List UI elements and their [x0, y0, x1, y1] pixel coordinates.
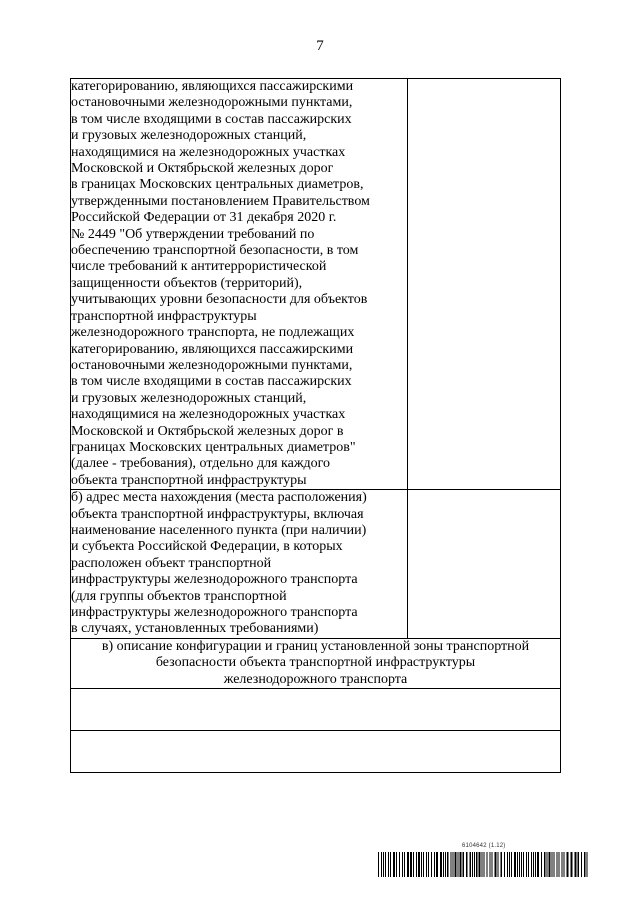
barcode-bar	[537, 852, 539, 877]
section-b-line: в случаях, установленных требованиями)	[71, 621, 319, 637]
barcode-bar	[528, 852, 529, 877]
section-a-line: числе требований к антитеррористической	[71, 259, 327, 275]
section-a-line: остановочными железнодорожными пунктами,	[71, 357, 353, 373]
barcode-bar	[402, 852, 403, 877]
section-a-line: Московской и Октябрьской железных дорог	[71, 161, 334, 177]
section-a-line: границах Московских центральных диаметров"	[71, 439, 356, 455]
barcode-bar	[564, 852, 565, 877]
barcode-bar	[423, 852, 424, 877]
section-a-line: (далее - требования), отдельно для каждого	[71, 456, 331, 472]
barcode-bar	[526, 852, 527, 877]
section-a-line: находящимися на железнодорожных участках	[71, 144, 346, 160]
table-row-section-c	[71, 638, 561, 688]
barcode-bar	[460, 852, 462, 877]
section-b-line: инфраструктуры железнодорожного транспорта	[71, 605, 358, 620]
barcode-bar	[443, 852, 444, 877]
section-b-line: инфраструктуры железнодорожного транспорта	[71, 572, 358, 588]
barcode-bar	[479, 852, 481, 877]
barcode-bar	[484, 852, 485, 877]
barcode-bar	[404, 852, 405, 877]
section-a-line: Российской Федерации от 31 декабря 2020 г.	[71, 210, 337, 226]
barcode-bar	[472, 852, 473, 877]
barcode-bar	[410, 852, 412, 877]
barcode-bar	[385, 852, 386, 877]
section-b-line: и субъекта Российской Федерации, в которых	[71, 539, 343, 555]
table-row-section-b	[71, 490, 561, 639]
barcode-bar	[495, 852, 497, 877]
barcode-bar	[474, 852, 475, 877]
barcode-bar	[487, 852, 488, 877]
section-a-line: находящимися на железнодорожных участках	[71, 407, 346, 423]
barcode-bar	[399, 852, 400, 877]
barcode-bar	[455, 852, 457, 877]
barcode-bar	[587, 852, 588, 877]
barcode	[378, 852, 590, 877]
barcode-bar	[447, 852, 449, 877]
section-c-line: железнодорожного транспорта	[223, 671, 408, 687]
section-a-line: категорированию, являющихся пассажирскими	[71, 341, 354, 357]
barcode-bar	[523, 852, 524, 877]
barcode-bar	[567, 852, 569, 877]
section-a-line: транспортной инфраструктуры	[71, 308, 257, 324]
barcode-bar	[378, 852, 379, 877]
barcode-bar	[498, 852, 499, 877]
section-a-line: защищенности объектов (территорий),	[71, 275, 303, 291]
barcode-bar	[418, 852, 420, 877]
barcode-bar	[571, 852, 573, 877]
section-a-value-cell	[408, 79, 561, 490]
barcode-bar	[421, 852, 422, 877]
section-b-line: объекта транспортной инфраструктуры, включая	[71, 506, 364, 522]
barcode-bar	[445, 852, 446, 877]
section-a-line: железнодорожного транспорта, не подлежащих	[71, 325, 355, 341]
barcode-bar	[431, 852, 432, 877]
section-b-line: расположен объект транспортной	[71, 555, 272, 571]
barcode-bar	[490, 852, 491, 877]
barcode-bar	[514, 852, 516, 877]
form-code: 6104642 (1.12)	[462, 843, 506, 849]
barcode-bar	[504, 852, 505, 877]
section-a-line: № 2449 "Об утверждении требований по	[71, 226, 315, 242]
barcode-bar	[557, 852, 558, 877]
barcode-bar	[440, 852, 442, 877]
section-a-line: и грузовых железнодорожных станций,	[71, 128, 307, 144]
table-row-empty	[71, 731, 561, 773]
page-number: 7	[316, 38, 324, 54]
barcode-bar	[458, 852, 459, 877]
section-b-value-cell	[408, 490, 561, 639]
barcode-bar	[519, 852, 520, 877]
barcode-bar	[407, 852, 409, 877]
barcode-bar	[413, 852, 414, 877]
barcode-bar	[581, 852, 582, 877]
barcode-bar	[549, 852, 551, 877]
section-a-text-cell	[71, 79, 408, 490]
barcode-bar	[451, 852, 452, 877]
barcode-bar	[544, 852, 546, 877]
barcode-bar	[559, 852, 560, 877]
barcode-bar	[434, 852, 435, 877]
section-a-line: Московской и Октябрьской железных дорог в	[71, 423, 344, 439]
section-a-line: в границах Московских центральных диаметров,	[71, 177, 364, 193]
barcode-bar	[547, 852, 548, 877]
barcode-bar	[531, 852, 532, 877]
barcode-bar	[388, 852, 389, 877]
section-a-line: учитывающих уровни безопасности для объектов	[71, 292, 368, 308]
barcode-bar	[578, 852, 580, 877]
barcode-bar	[470, 852, 472, 877]
table-row-section-a	[71, 79, 561, 490]
section-b-line: (для группы объектов транспортной	[71, 588, 287, 604]
barcode-bar	[521, 852, 522, 877]
section-c-line: в) описание конфигурации и границ установленной зоны транспортной	[101, 638, 530, 654]
barcode-bar	[575, 852, 577, 877]
table-row-empty	[71, 689, 561, 731]
barcode-bar	[428, 852, 429, 877]
barcode-bar	[535, 852, 536, 877]
barcode-bar	[383, 852, 384, 877]
barcode-bar	[381, 852, 382, 877]
barcode-bar	[476, 852, 478, 877]
barcode-bar	[436, 852, 438, 877]
barcode-bar	[492, 852, 493, 877]
barcode-bar	[507, 852, 508, 877]
barcode-bar	[393, 852, 395, 877]
section-a-line: утвержденными постановлением Правительством	[71, 193, 370, 209]
barcode-bar	[541, 852, 542, 877]
section-a-line: объекта транспортной инфраструктуры	[71, 472, 307, 488]
section-b-text-cell	[71, 490, 408, 639]
section-a-line: в том числе входящими в состав пассажирских	[71, 111, 352, 127]
barcode-bar	[466, 852, 468, 877]
barcode-bar	[463, 852, 465, 877]
barcode-bar	[509, 852, 510, 877]
barcode-bar	[517, 852, 518, 877]
barcode-bar	[390, 852, 391, 877]
barcode-bar	[552, 852, 553, 877]
barcode-bar	[501, 852, 503, 877]
barcode-bar	[426, 852, 427, 877]
section-a-line: обеспечению транспортной безопасности, в том	[71, 243, 359, 259]
section-a-line: в том числе входящими в состав пассажирских	[71, 374, 352, 390]
form-table	[70, 78, 561, 773]
section-c-heading-cell	[71, 638, 561, 688]
section-a-line: и грузовых железнодорожных станций,	[71, 390, 307, 406]
section-b-line: наименование населенного пункта (при наличии)	[71, 522, 367, 538]
barcode-bar	[482, 852, 483, 877]
empty-entry-cell	[71, 689, 561, 731]
section-c-line: безопасности объекта транспортной инфраструктуры	[155, 655, 476, 671]
section-a-line: категорированию, являющихся пассажирскими	[71, 79, 354, 94]
barcode-bar	[584, 852, 586, 877]
section-b-line: б) адрес места нахождения (места расположения)	[71, 490, 367, 506]
barcode-bar	[511, 852, 512, 877]
barcode-bar	[453, 852, 454, 877]
barcode-bar	[396, 852, 397, 877]
barcode-bar	[533, 852, 534, 877]
barcode-bar	[562, 852, 563, 877]
empty-entry-cell	[71, 731, 561, 773]
section-a-line: остановочными железнодорожными пунктами,	[71, 95, 353, 111]
barcode-bar	[416, 852, 417, 877]
barcode-bar	[554, 852, 555, 877]
